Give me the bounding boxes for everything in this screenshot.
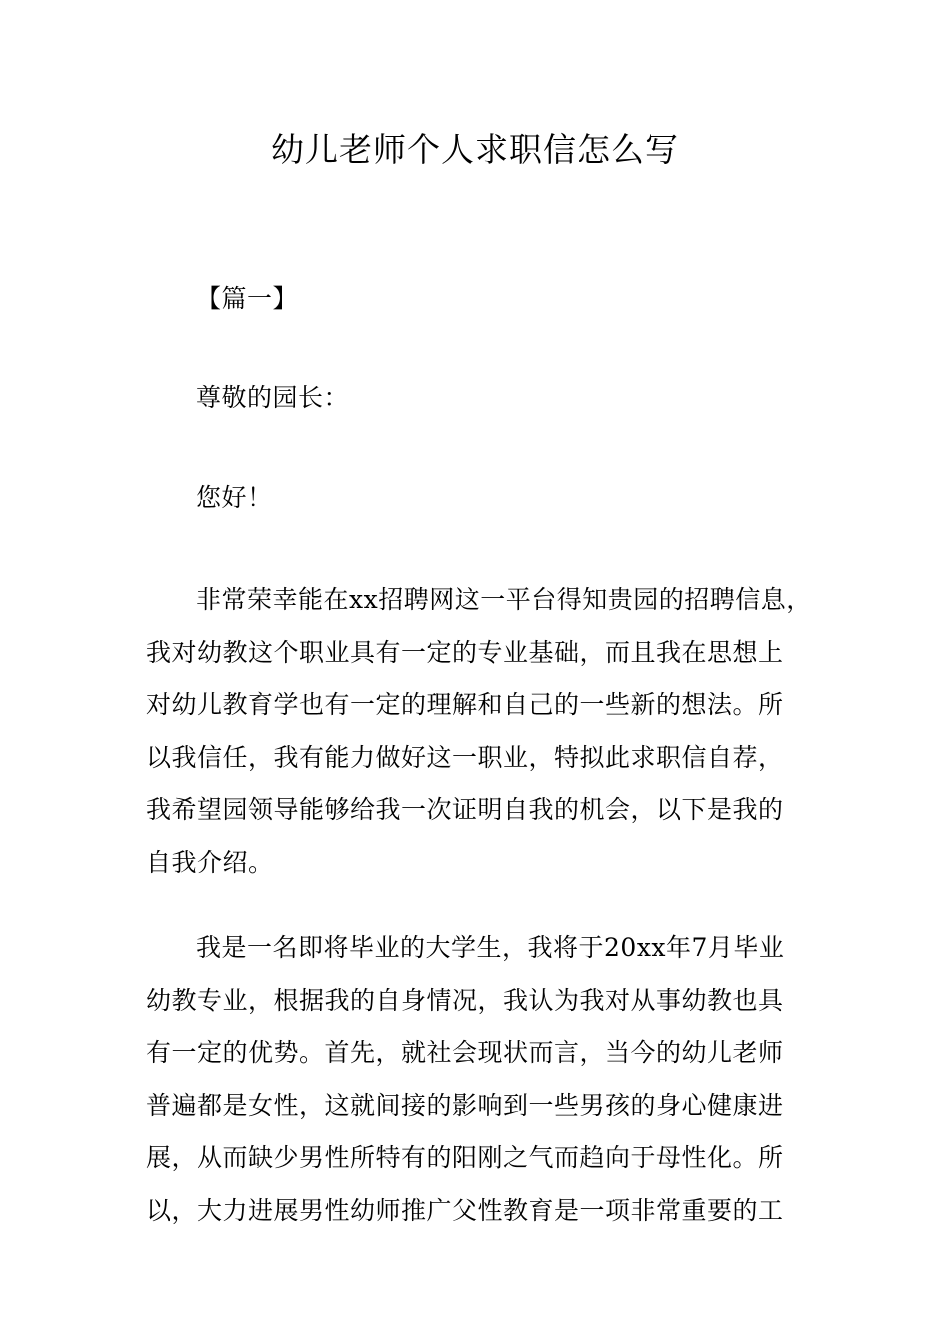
- paragraph-line: 我是一名即将毕业的大学生，我将于20xx年7月毕业: [196, 933, 785, 962]
- paragraph-line: 以我信任，我有能力做好这一职业，特拟此求职信自荐，: [146, 742, 784, 772]
- paragraph-line: 我对幼教这个职业具有一定的专业基础，而且我在思想上: [146, 637, 784, 667]
- paragraph-line: 普遍都是女性，这就间接的影响到一些男孩的身心健康进: [146, 1090, 784, 1120]
- salutation: 尊敬的园长：: [196, 383, 350, 412]
- paragraph-line: 非常荣幸能在xx招聘网这一平台得知贵园的招聘信息，: [196, 585, 812, 614]
- section-label: 【篇一】: [196, 284, 299, 313]
- paragraph-line: 我希望园领导能够给我一次证明自我的机会，以下是我的: [146, 795, 784, 825]
- paragraph-line: 对幼儿教育学也有一定的理解和自己的一些新的想法。所: [146, 690, 784, 720]
- paragraph-line: 自我介绍。: [146, 847, 274, 877]
- paragraph-line: 有一定的优势。首先，就社会现状而言，当今的幼儿老师: [146, 1038, 784, 1068]
- page-title: 幼儿老师个人求职信怎么写: [271, 130, 679, 169]
- paragraph-self-intro: [146, 922, 814, 1238]
- paragraph-intro: [146, 574, 814, 890]
- paragraph-line: 展，从而缺少男性所特有的阳刚之气而趋向于母性化。所: [146, 1143, 784, 1173]
- paragraph-line: 幼教专业，根据我的自身情况，我认为我对从事幼教也具: [146, 985, 784, 1015]
- greeting: 您好！: [196, 483, 273, 512]
- paragraph-line: 以，大力进展男性幼师推广父性教育是一项非常重要的工: [146, 1195, 784, 1225]
